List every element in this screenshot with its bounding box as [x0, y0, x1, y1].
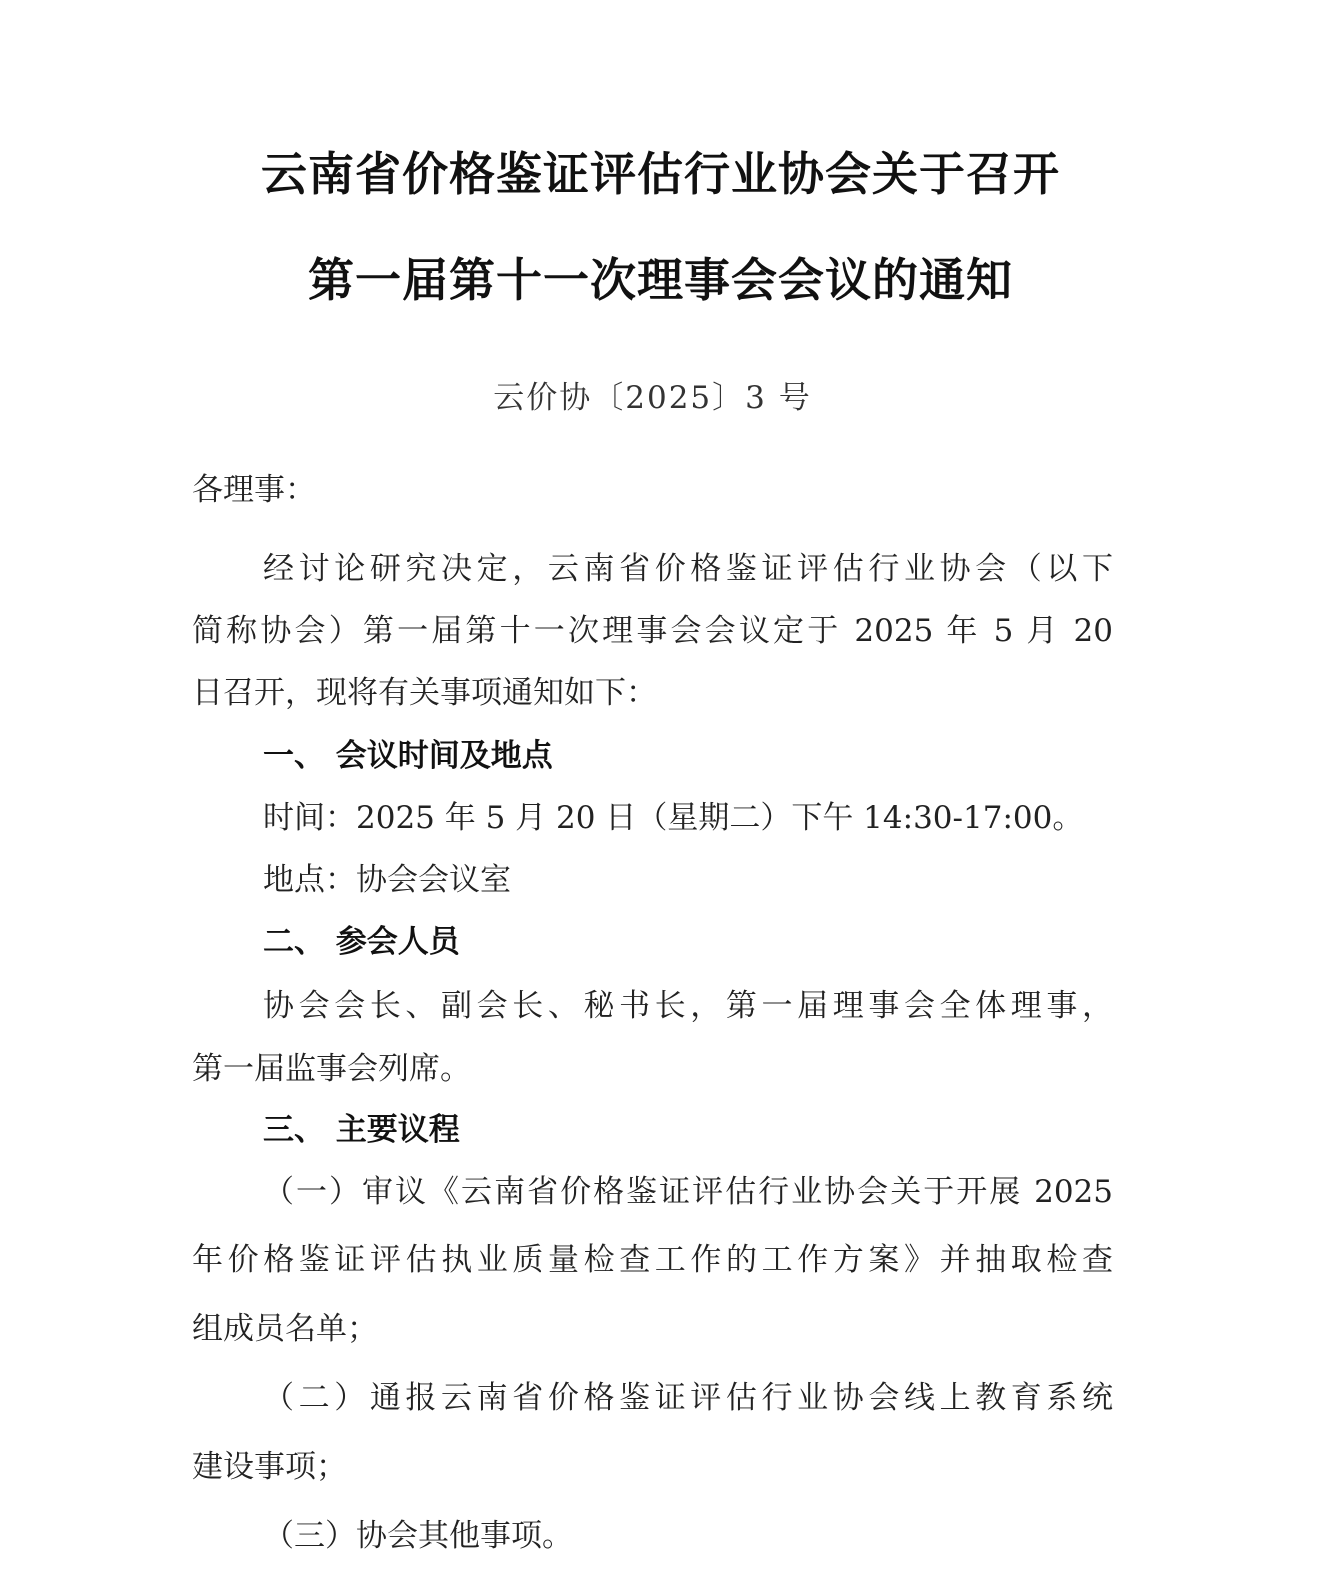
document-title-line-2: 第一届第十一次理事会会议的通知: [308, 253, 1013, 307]
attendees-line-1: 协会会长、副会长、秘书长，第一届理事会全体理事，: [263, 988, 1113, 1024]
agenda-item-1-line-2: 年价格鉴证评估执业质量检查工作的工作方案》并抽取检查: [192, 1242, 1113, 1278]
document-number: 云价协〔2025〕3 号: [493, 380, 812, 416]
agenda-item-1-line-1: （一）审议《云南省价格鉴证评估行业协会关于开展 2025: [263, 1174, 1113, 1210]
section-1-heading: 一、 会议时间及地点: [263, 738, 553, 774]
section-2-heading: 二、 参会人员: [263, 924, 460, 960]
agenda-item-2-line-2: 建设事项；: [192, 1449, 347, 1485]
document-title-line-1: 云南省价格鉴证评估行业协会关于召开: [261, 147, 1060, 201]
agenda-item-2-line-1: （二）通报云南省价格鉴证评估行业协会线上教育系统: [263, 1380, 1113, 1416]
intro-line-2: 简称协会）第一届第十一次理事会会议定于 2025 年 5 月 20: [192, 613, 1113, 649]
intro-line-3: 日召开，现将有关事项通知如下：: [192, 675, 657, 711]
agenda-item-1-line-3: 组成员名单；: [192, 1311, 378, 1347]
intro-line-1: 经讨论研究决定，云南省价格鉴证评估行业协会（以下: [263, 551, 1113, 587]
section-3-heading: 三、 主要议程: [263, 1112, 460, 1148]
meeting-place: 地点：协会会议室: [263, 862, 511, 898]
meeting-time: 时间：2025 年 5 月 20 日（星期二）下午 14:30-17:00。: [263, 800, 1084, 836]
attendees-line-2: 第一届监事会列席。: [192, 1051, 471, 1087]
salutation: 各理事：: [192, 472, 316, 508]
agenda-item-3: （三）协会其他事项。: [263, 1518, 573, 1554]
